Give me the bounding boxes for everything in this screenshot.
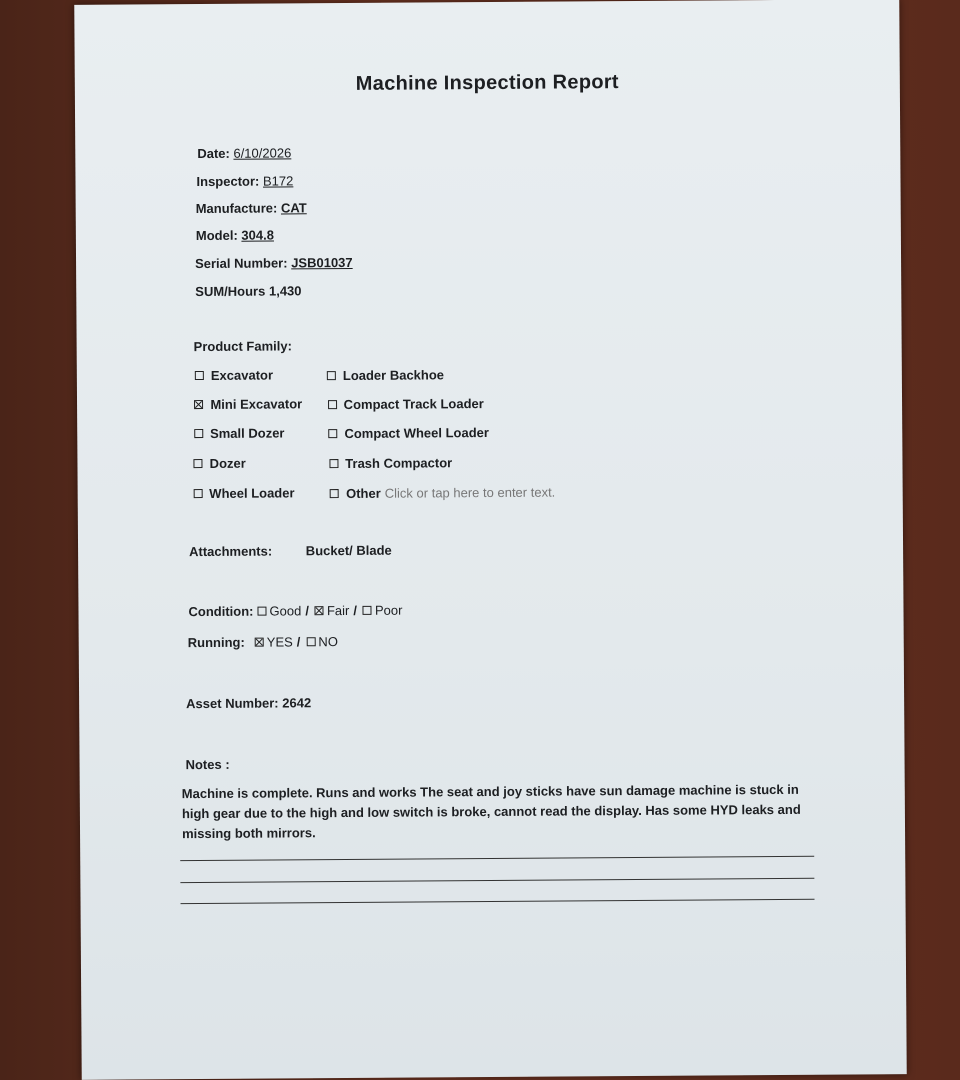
condition-option-poor[interactable]: Poor bbox=[363, 603, 403, 618]
condition-option-fair[interactable]: Fair bbox=[315, 603, 349, 618]
notes-line-1 bbox=[180, 856, 814, 861]
checkbox[interactable] bbox=[330, 489, 339, 498]
separator: / bbox=[353, 602, 357, 618]
checkbox[interactable] bbox=[195, 371, 204, 380]
option-label: Wheel Loader bbox=[209, 485, 295, 501]
condition-option-good[interactable]: Good bbox=[257, 603, 301, 618]
separator: / bbox=[305, 603, 309, 619]
serial-number-field: Serial Number: JSB01037 bbox=[195, 254, 353, 272]
product-family-option-compact-track-loader[interactable] bbox=[328, 396, 484, 412]
option-label: Compact Wheel Loader bbox=[344, 425, 489, 442]
checkbox[interactable] bbox=[194, 459, 203, 468]
running-option-yes[interactable]: YES bbox=[255, 634, 293, 649]
product-family-option-dozer[interactable] bbox=[194, 456, 246, 471]
attachments-field: Attachments: Bucket/ Blade bbox=[189, 542, 392, 560]
checked-checkbox[interactable] bbox=[194, 400, 203, 409]
checkbox[interactable] bbox=[329, 459, 338, 468]
running-option-no[interactable]: NO bbox=[306, 634, 338, 649]
manufacture-field: Manufacture: CAT bbox=[195, 200, 307, 217]
option-label: Loader Backhoe bbox=[342, 367, 445, 384]
checked-checkbox[interactable] bbox=[255, 638, 264, 647]
page-title: Machine Inspection Report bbox=[355, 71, 619, 95]
option-label: Small Dozer bbox=[209, 425, 285, 441]
checked-checkbox[interactable] bbox=[315, 606, 324, 615]
condition-row: Condition: Good / Fair / Poor bbox=[188, 602, 403, 620]
running-row: Running: YES / NO bbox=[187, 634, 338, 651]
product-family-option-excavator[interactable] bbox=[195, 368, 273, 384]
checkbox[interactable] bbox=[193, 489, 202, 498]
date-value: 6/10/2026 bbox=[233, 145, 292, 161]
product-family-option-trash-compactor[interactable] bbox=[329, 455, 452, 471]
checkbox[interactable] bbox=[194, 429, 203, 438]
date-field: Date: 6/10/2026 bbox=[197, 145, 292, 162]
option-label: Mini Excavator bbox=[210, 396, 303, 412]
inspector-value: B172 bbox=[262, 173, 294, 189]
product-family-option-loader-backhoe[interactable] bbox=[327, 367, 444, 383]
manufacture-value: CAT bbox=[280, 200, 307, 216]
other-text-input[interactable]: Click or tap here to enter text. bbox=[384, 484, 556, 501]
option-label: Excavator bbox=[210, 367, 274, 383]
option-label: Compact Track Loader bbox=[343, 396, 484, 413]
product-family-option-compact-wheel-loader[interactable] bbox=[328, 425, 489, 441]
inspector-field: Inspector: B172 bbox=[196, 173, 294, 190]
product-family-option-small-dozer[interactable] bbox=[194, 425, 285, 441]
hours-field: SUM/Hours 1,430 bbox=[195, 283, 302, 300]
checkbox[interactable] bbox=[327, 371, 336, 380]
option-label: Dozer bbox=[209, 455, 246, 471]
product-family-option-other[interactable] bbox=[330, 485, 555, 502]
model-field: Model: 304.8 bbox=[195, 227, 274, 244]
product-family-option-wheel-loader[interactable] bbox=[193, 485, 294, 501]
notes-label: Notes : bbox=[185, 756, 230, 773]
product-family-option-mini-excavator[interactable] bbox=[194, 396, 302, 412]
notes-text: Machine is complete. Runs and works The seat and joy sticks have sun damage machine is stuck in high gear due to the high and low switch is broke, cannot read the display. Has some HYD leaks and missing both mirrors. bbox=[181, 781, 801, 842]
checkbox[interactable] bbox=[306, 637, 315, 646]
product-family-label: Product Family: bbox=[193, 338, 292, 355]
asset-number-value: 2642 bbox=[282, 695, 312, 711]
inspection-report-page bbox=[74, 0, 906, 1080]
model-value: 304.8 bbox=[241, 227, 274, 243]
product-family-left-column bbox=[74, 0, 899, 5]
checkbox[interactable] bbox=[328, 400, 337, 409]
notes-line-2 bbox=[180, 878, 814, 883]
checkbox[interactable] bbox=[328, 429, 337, 438]
checkbox[interactable] bbox=[257, 607, 266, 616]
notes-line-3 bbox=[181, 899, 815, 904]
serial-number-value: JSB01037 bbox=[291, 254, 353, 271]
option-label: Trash Compactor bbox=[345, 455, 453, 472]
checkbox[interactable] bbox=[363, 606, 372, 615]
hours-value: 1,430 bbox=[268, 283, 302, 299]
option-label: Other bbox=[346, 485, 381, 502]
product-family-right-column bbox=[74, 0, 899, 5]
asset-number-field: Asset Number: 2642 bbox=[186, 695, 312, 712]
attachments-value: Bucket/ Blade bbox=[305, 542, 392, 559]
separator: / bbox=[296, 634, 301, 650]
